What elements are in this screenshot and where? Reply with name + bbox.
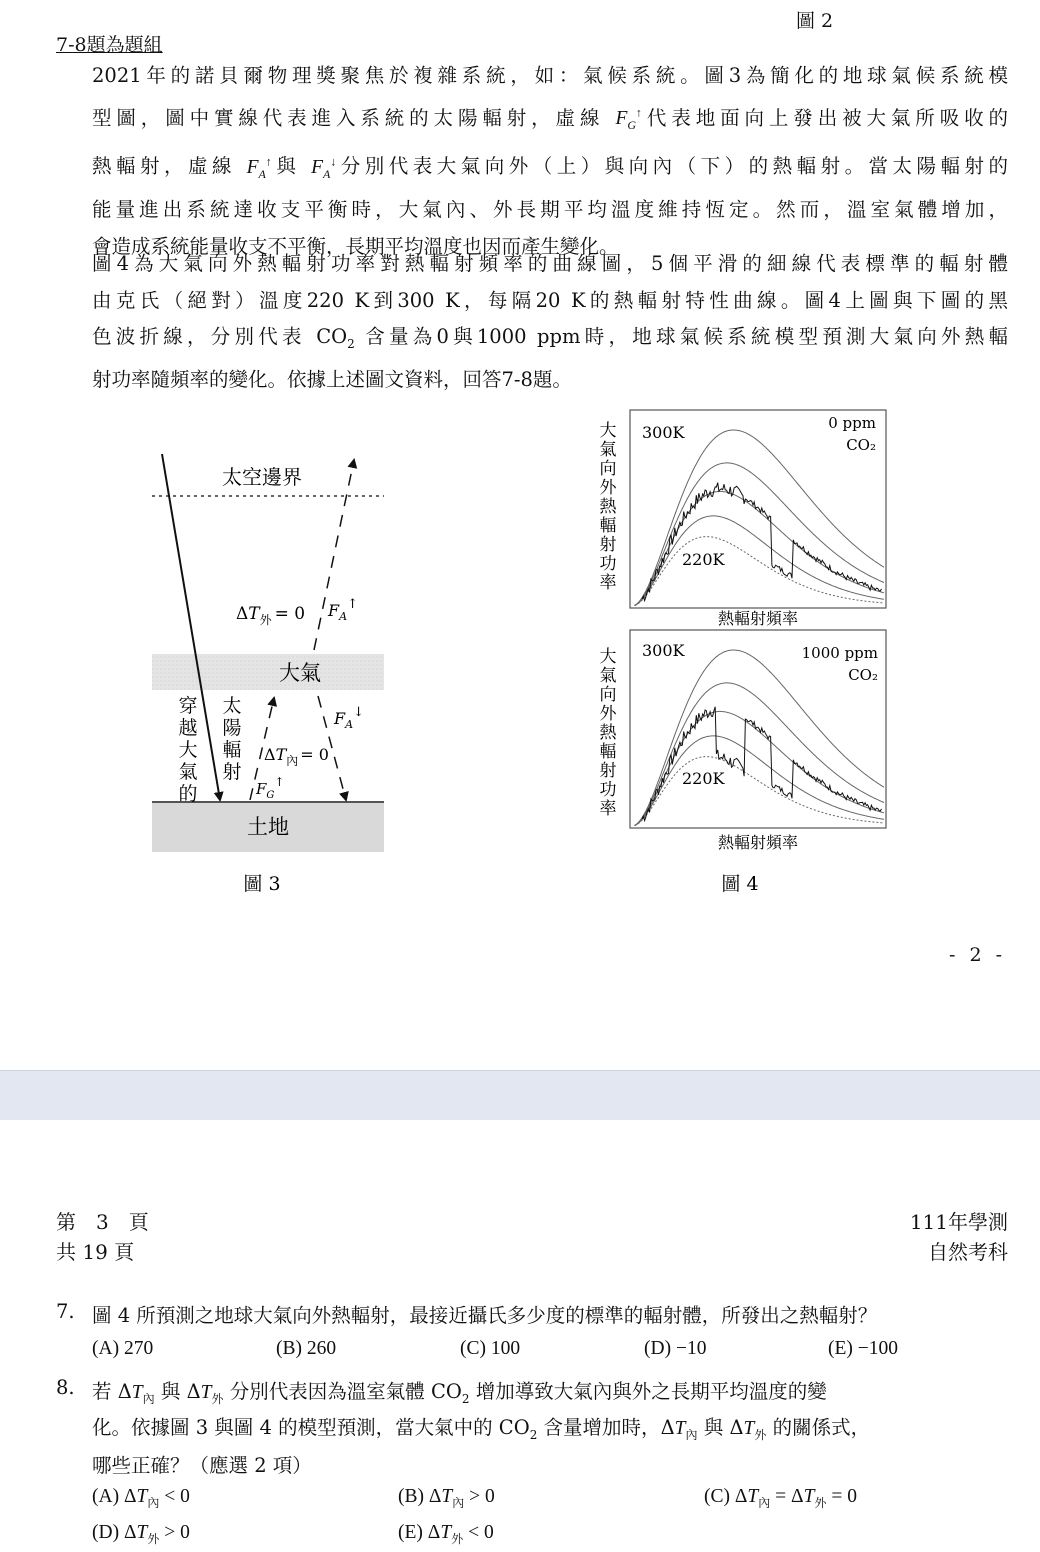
q7-option-e[interactable]: (E) −100 <box>828 1338 899 1359</box>
svg-text:的: 的 <box>178 783 198 805</box>
intro-paragraph-1 <box>92 58 1008 265</box>
page-number: - 2 - <box>948 944 1006 966</box>
p1-line-1: 2021年的諾貝爾物理獎聚焦於複雜系統，如：氣候系統。圖3為簡化的地球氣候系統模 <box>92 64 1008 87</box>
svg-text:氣: 氣 <box>599 666 617 686</box>
svg-text:功: 功 <box>599 780 617 800</box>
svg-text:率: 率 <box>599 573 617 593</box>
fg-label: $F_G^↑$ <box>256 775 285 801</box>
svg-text:射: 射 <box>599 535 617 555</box>
svg-text:大: 大 <box>178 739 198 761</box>
svg-text:輻: 輻 <box>222 739 242 761</box>
q8-line-2: 化。依據圖 3 與圖 4 的模型預測，當大氣中的 $CO_2$ 含量增加時，$\Delta T_內$ 與 $\Delta T_外$ 的關係式， <box>92 1416 871 1442</box>
svg-text:向: 向 <box>599 685 617 705</box>
q8-option-e[interactable]: (E) $\Delta T_外 < 0$ <box>398 1522 494 1546</box>
q7-option-c[interactable]: (C) 100 <box>460 1338 521 1359</box>
svg-text:射: 射 <box>599 761 617 781</box>
q8-option-b[interactable]: (B) $\Delta T_內 > 0$ <box>398 1486 495 1510</box>
svg-text:外: 外 <box>599 704 617 724</box>
atmosphere-band <box>152 654 384 690</box>
svg-text:越: 越 <box>178 717 198 739</box>
fg-symbol: $F_G^↑$ <box>615 105 643 132</box>
top-300k-label: 300K <box>642 423 685 442</box>
top-xlabel: 熱輻射頻率 <box>717 609 799 628</box>
footer-exam: 111年學測 <box>909 1210 1008 1234</box>
fa-up-label: $F_A^↑$ <box>328 597 358 623</box>
fa-down-symbol: $F_A^↓$ <box>311 154 337 181</box>
svg-text:射: 射 <box>222 761 242 783</box>
q7-text: 圖 4 所預測之地球大氣向外熱輻射，最接近攝氏多少度的標準的輻射體，所發出之熱輻射？ <box>92 1304 878 1327</box>
svg-text:氣: 氣 <box>599 440 617 460</box>
svg-text:輻: 輻 <box>599 516 617 536</box>
ground-label: 土地 <box>247 815 289 839</box>
footer-subject: 自然考科 <box>928 1240 1008 1264</box>
figure-4-caption: 圖 4 <box>721 873 759 895</box>
q7-option-b[interactable]: (B) 260 <box>276 1338 337 1359</box>
fa-down-label: $F_A^↓$ <box>334 705 364 731</box>
svg-text:向: 向 <box>599 459 617 479</box>
bottom-xlabel: 熱輻射頻率 <box>717 833 799 852</box>
p1-line-4: 能量進出系統達收支平衡時，大氣內、外長期平均溫度維持恆定。然而，溫室氣體增加， <box>92 198 1008 222</box>
q8-option-c[interactable]: (C) $\Delta T_內 = \Delta T_外 = 0$ <box>704 1486 857 1510</box>
top-ylabel <box>600 421 618 593</box>
svg-text:大: 大 <box>599 421 617 441</box>
q8-number: 8. <box>56 1376 75 1399</box>
delta-t-out-label: $\Delta T_外 = 0$ <box>236 604 306 627</box>
page-3 <box>0 1120 1040 1552</box>
p1-line-5: 會造成系統能量收支不平衡，長期平均溫度也因而產生變化。 <box>92 234 619 258</box>
intro-paragraph-2 <box>92 246 1008 399</box>
group-title: 7-8題為題組 <box>56 34 163 56</box>
svg-text:大: 大 <box>599 647 617 667</box>
q8-option-a[interactable]: (A) $\Delta T_內 < 0$ <box>92 1486 190 1510</box>
figure-2-label: 圖 2 <box>796 10 834 32</box>
footer-page: 第 3 頁 <box>56 1210 149 1234</box>
figure-4-chart <box>592 402 902 902</box>
p2-line-4: 射功率隨頻率的變化。依據上述圖文資料，回答7-8題。 <box>92 368 572 392</box>
p2-line-1: 圖4為大氣向外熱輻射功率對熱輻射頻率的曲線圖，5個平滑的細線代表標準的輻射體 <box>92 252 1008 275</box>
svg-text:穿: 穿 <box>178 695 198 717</box>
fa-up-arrow <box>314 460 354 650</box>
figure-3-caption: 圖 3 <box>243 873 281 895</box>
top-panel <box>630 410 886 628</box>
page-gap <box>0 1070 1040 1121</box>
figure-3-diagram <box>140 440 400 900</box>
atmosphere-label: 大氣 <box>279 661 321 685</box>
p1-line-2: 型圖，圖中實線代表進入系統的太陽輻射，虛線 $F_G^↑$代表地面向上發出被大氣所吸收的 <box>92 105 1008 132</box>
p2-line-2: 由克氏（絕對）溫度220 K到300 K，每隔20 K的熱輻射特性曲線。圖4上圖與下圖的黑 <box>92 288 1008 312</box>
delta-t-in-label: $\Delta T_內 = 0$ <box>264 745 329 768</box>
q8-option-d[interactable]: (D) $\Delta T_外 > 0$ <box>92 1522 190 1546</box>
bottom-ppm-label: 1000 ppm <box>801 644 878 662</box>
svg-text:氣: 氣 <box>178 761 198 783</box>
svg-text:輻: 輻 <box>599 742 617 762</box>
svg-text:陽: 陽 <box>222 717 242 739</box>
svg-text:率: 率 <box>599 799 617 819</box>
q7-option-d[interactable]: (D) −10 <box>644 1338 707 1359</box>
top-co2-label: CO₂ <box>846 436 876 454</box>
bottom-220k-label: 220K <box>682 769 725 788</box>
top-ppm-label: 0 ppm <box>828 414 876 432</box>
bottom-co2-label: CO₂ <box>848 666 878 684</box>
q8-line-3: 哪些正確？（應選 2 項） <box>92 1454 312 1477</box>
footer-total: 共 19 頁 <box>56 1240 135 1264</box>
svg-text:熱: 熱 <box>599 723 617 743</box>
fa-up-symbol: $F_A^↑$ <box>246 154 272 181</box>
solar-label-col2 <box>222 695 241 783</box>
p2-line-3: 色波折線，分別代表 $CO_2$ 含量為0與1000 ppm時，地球氣候系統模型預測大氣向外熱輻 <box>92 325 1008 351</box>
q7-option-a[interactable]: (A) 270 <box>92 1338 154 1359</box>
q7-number: 7. <box>56 1300 75 1323</box>
svg-text:功: 功 <box>599 554 617 574</box>
bottom-ylabel <box>600 647 618 819</box>
svg-text:外: 外 <box>599 478 617 498</box>
svg-text:熱: 熱 <box>599 497 617 517</box>
bottom-panel <box>630 630 886 852</box>
space-boundary-label: 太空邊界 <box>222 465 302 489</box>
solar-label-col1 <box>178 695 197 805</box>
p1-line-3: 熱輻射，虛線 $F_A^↑$與 $F_A^↓$分別代表大氣向外（上）與向內（下）的熱輻射。當太陽輻射的 <box>92 154 1008 181</box>
bottom-300k-label: 300K <box>642 641 685 660</box>
top-220k-label: 220K <box>682 550 725 569</box>
q8-line-1: 若 $\Delta T_內$ 與 $\Delta T_外$ 分別代表因為溫室氣體 $CO_2$ 增加導致大氣內與外之長期平均溫度的變 <box>92 1380 827 1406</box>
svg-text:太: 太 <box>222 695 242 717</box>
